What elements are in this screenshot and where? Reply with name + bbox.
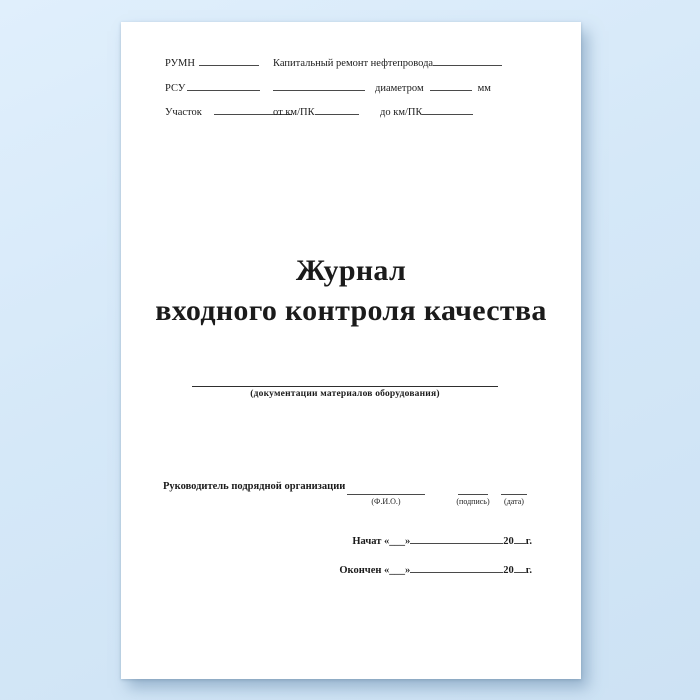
document-title-line-2: входного контроля качества xyxy=(155,294,547,327)
field-label-pipeline-repair: Капитальный ремонт нефтепровода xyxy=(273,58,434,69)
signature-sign-group xyxy=(455,481,491,506)
blank-started-month xyxy=(410,531,503,544)
blank-signature-line xyxy=(458,481,488,495)
started-year-prefix: 20 xyxy=(503,536,514,547)
blank-field-rumn xyxy=(199,53,259,66)
blank-field-rsu xyxy=(187,78,260,91)
blank-field-pipeline-name xyxy=(273,78,365,91)
document-title xyxy=(121,251,581,331)
date-caption: (дата) xyxy=(504,497,524,506)
field-label-section: Участок xyxy=(165,107,202,118)
subtitle-caption: (документации материалов оборудования) xyxy=(250,389,440,399)
signature-date-group xyxy=(499,481,529,506)
blank-field-pipeline-repair xyxy=(433,53,502,66)
blank-fio-line xyxy=(347,481,425,495)
started-day-blank: «___» xyxy=(384,536,411,547)
started-line xyxy=(339,531,532,549)
finished-label: Окончен xyxy=(339,565,382,576)
started-year-suffix: г. xyxy=(525,536,532,547)
signature-caption: (подпись) xyxy=(456,497,490,506)
blank-field-from-km xyxy=(315,102,359,115)
finished-year-prefix: 20 xyxy=(503,565,514,576)
field-label-from-km: от км/ПК xyxy=(273,107,315,118)
started-label: Начат xyxy=(352,536,382,547)
blank-finished-year xyxy=(514,560,526,573)
subtitle-block xyxy=(192,386,498,399)
field-label-rumn: РУМН xyxy=(165,58,195,69)
document-page xyxy=(121,22,581,679)
field-label-diameter: диаметром xyxy=(375,83,424,94)
signature-fio-group xyxy=(347,481,425,506)
blank-finished-month xyxy=(410,560,503,573)
field-label-rsu: РСУ xyxy=(165,83,186,94)
document-title-line-1: Журнал xyxy=(295,254,407,287)
finished-day-blank: «___» xyxy=(384,565,411,576)
blank-started-year xyxy=(514,531,526,544)
finished-line xyxy=(339,560,532,578)
blank-field-diameter xyxy=(430,78,472,91)
dates-block xyxy=(339,531,532,589)
signature-label: Руководитель подрядной организации xyxy=(163,481,346,492)
blank-date-line xyxy=(501,481,527,495)
field-label-mm: мм xyxy=(477,83,491,94)
blank-field-to-km xyxy=(422,102,473,115)
fio-caption: (Ф.И.О.) xyxy=(371,497,401,506)
field-label-to-km: до км/ПК xyxy=(380,107,423,118)
finished-year-suffix: г. xyxy=(525,565,532,576)
